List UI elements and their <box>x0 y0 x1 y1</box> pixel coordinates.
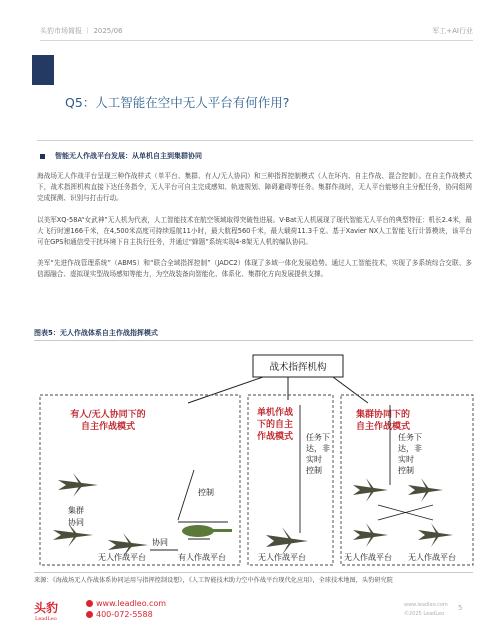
svg-text:LeadLeo: LeadLeo <box>35 616 57 622</box>
header-right: 军工+AI行业 <box>432 27 473 35</box>
command-diagram <box>38 345 475 570</box>
bullet-square-icon <box>40 154 45 159</box>
command-box-label: 战术指挥机构 <box>269 362 327 373</box>
page-title: Q5：人工智能在空中无人平台有何作用? <box>65 95 290 110</box>
task-label-1b: 达，非 <box>306 444 330 453</box>
header-left: 头豹市场简报 ｜ 2025/06 <box>40 27 123 35</box>
uav-swarm-1-icon <box>353 478 388 502</box>
right-mode-box <box>341 395 473 565</box>
left-platform-label: 无人作战平台 <box>98 553 146 562</box>
left-mode-title-2: 自主作战模式 <box>80 422 136 432</box>
swarm-platform-label-1: 无人作战平台 <box>344 553 392 562</box>
swarm-label-1: 集群 <box>68 506 84 515</box>
contact-phone[interactable]: 400-072-5588 <box>86 610 153 619</box>
single-platform-label: 无人作战平台 <box>258 553 306 562</box>
footer-right-copyright: ©2025 LeadLeo <box>404 611 445 617</box>
uav-swarm-2-icon <box>408 478 443 502</box>
right-mode-title-2: 自主作战模式 <box>355 422 411 432</box>
cooperate-label: 协同 <box>152 538 168 547</box>
figure-caption: 图表5：无人作战体系自主作战指挥模式 <box>34 329 158 337</box>
uav-left-1-icon <box>58 473 98 497</box>
uav-single-icon <box>266 527 308 555</box>
swarm-platform-label-2: 无人作战平台 <box>408 553 456 562</box>
middle-mode-title-2: 下的自主 <box>256 420 294 430</box>
task-label-2: 任务下 <box>398 433 422 442</box>
footer-right-site: www.leadleo.com <box>404 602 448 608</box>
paragraph-1: 海战场无人作战平台呈现三种作战样式（单平台、集群、有人/无人协同）和三种指挥控制模式（人在环内、自主作战、混合控制）。在自主作战模式下，战术指挥机构直接下达任务指令，无人平台可自主完成感知、轨迹规划、障碍避碍等任务。集群作战时，无人平台能够自主分配任务，协同组网完成探测、识别与打击行动。 <box>37 172 472 202</box>
source-note: 来源：《海战场无人作战体系协同运用与指挥控制设想》，《人工智能技术助力空中作战平台现代化应用》，全球技术地图，头豹研究院 <box>34 577 393 584</box>
helicopter-icon <box>178 522 232 539</box>
manned-platform-label: 有人作战平台 <box>178 553 226 562</box>
arrow-to-right <box>333 377 368 403</box>
task-label-1: 任务下 <box>306 433 330 442</box>
figure-top-rule <box>34 340 473 341</box>
uav-swarm-3-icon <box>353 523 388 547</box>
task-label-2b: 达，非 <box>398 444 422 453</box>
figure-bottom-rule <box>34 572 473 573</box>
uav-swarm-4-icon <box>418 523 453 547</box>
swarm-label-2: 协同 <box>68 518 84 527</box>
middle-mode-title-3: 作战模式 <box>256 432 294 442</box>
right-mode-title-1: 集群协同下的 <box>355 410 411 420</box>
accent-block <box>32 55 54 85</box>
phone-icon <box>86 611 93 618</box>
section-heading-text: 智能无人作战平台发展：从单机自主到集群协同 <box>55 152 202 160</box>
task-label-1d: 控制 <box>306 466 322 475</box>
page-number: 5 <box>458 604 463 612</box>
arrow-to-left <box>188 377 263 403</box>
paragraph-2: 以美军XQ-58A“女武神”无人机为代表，人工智能技术在航空领域取得突破性进展。V-Bat无人机展现了现代智能无人平台的典型特征：机长2.4米，最大飞行时速166千米，在4,500米高度可持续巡航11小时，最大航程560千米，最大载荷11.3千克。基于Xavier NX人工智能飞行计算模块，该平台可在GPS和通信受干扰环境下自主执行任务，并通过“蜂题”系统实现4-8架无人机的编队协同。 <box>37 216 472 246</box>
control-label: 控制 <box>198 488 214 497</box>
contact-website[interactable]: www.leadleo.com <box>86 599 166 608</box>
header-divider <box>40 40 473 41</box>
task-label-2c: 实时 <box>398 455 414 464</box>
title-divider <box>37 140 473 141</box>
task-label-1c: 实时 <box>306 455 322 464</box>
task-label-2d: 控制 <box>398 466 414 475</box>
paragraph-3: 美军“先进作战管理系统”（ABMS）和“联合全域指挥控制”（JADC2）体现了多域一体化发展趋势。通过人工智能技术，实现了多系统综合交联、多信源融合、虚拟现实型战场感知等能力，为空战装备向智能化、体系化、集群化方向发展提供支撑。 <box>37 259 472 278</box>
middle-mode-title-1: 单机作战 <box>256 408 294 418</box>
section-heading <box>40 151 202 161</box>
left-mode-title-1: 有人/无人协同下的 <box>70 410 146 420</box>
svg-text:头豹: 头豹 <box>34 601 59 615</box>
leadleo-logo <box>34 600 72 622</box>
globe-icon <box>86 600 93 607</box>
control-line <box>178 470 194 520</box>
